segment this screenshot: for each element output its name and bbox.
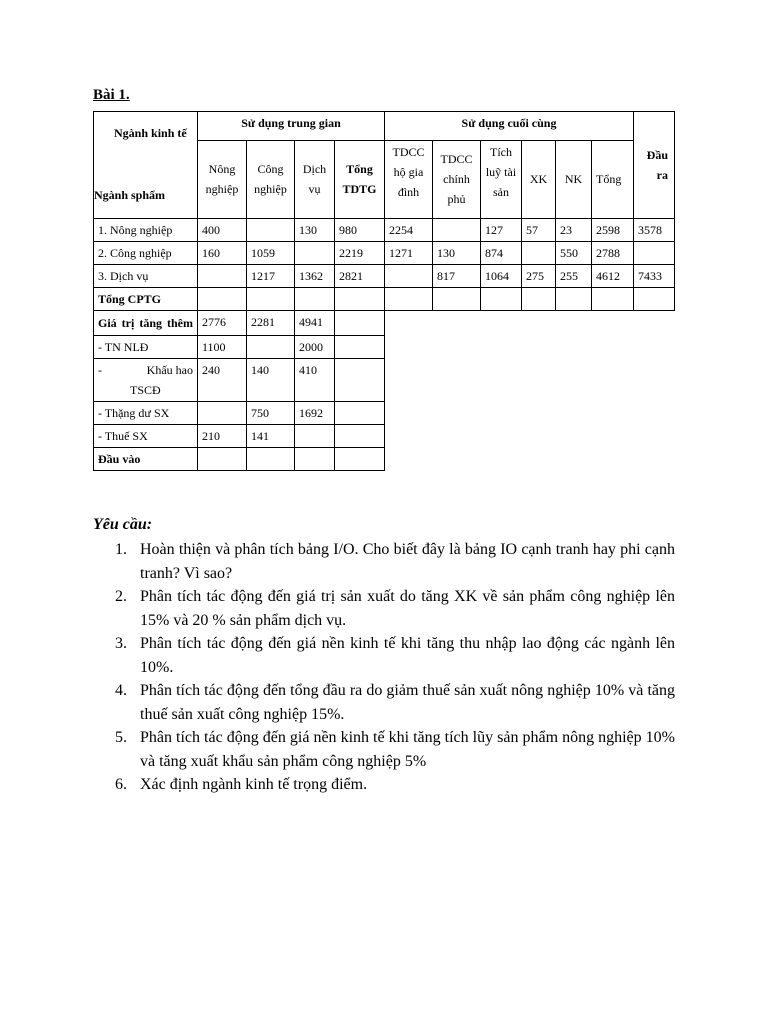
row-label: Đầu vào: [94, 448, 198, 471]
list-item: [93, 773, 675, 797]
table-cell: 2000: [295, 336, 335, 359]
table-cell: 2788: [592, 242, 634, 265]
table-cell: [335, 288, 385, 311]
table-row: [94, 311, 675, 336]
table-cell: 141: [247, 425, 295, 448]
table-cell: [335, 448, 385, 471]
table-cell: [522, 288, 556, 311]
table-row: [94, 242, 675, 265]
header-tdcc-ho: TDCC hộ gia đình: [385, 140, 433, 218]
exercise-title: Bài 1.: [93, 87, 130, 103]
list-number: 1.: [115, 541, 127, 558]
header-output: Đầu ra: [634, 112, 675, 219]
table-row: [94, 425, 675, 448]
header-cong-nghiep: Công nghiệp: [247, 140, 295, 218]
row-label: Giá trị tăng thêm: [94, 311, 198, 336]
blank-area: [385, 425, 675, 448]
table-cell: 1217: [247, 265, 295, 288]
table-cell: 750: [247, 402, 295, 425]
table-cell: [335, 336, 385, 359]
row-label: 1. Nông nghiệp: [94, 219, 198, 242]
list-number: 5.: [115, 729, 127, 746]
table-cell: 57: [522, 219, 556, 242]
table-cell: [433, 288, 481, 311]
list-text: Phân tích tác động đến giá nền kinh tế khi tăng tích lũy sản phẩm nông nghiệp 10% và tăng xuất khẩu sản phẩm công nghiệp 5%: [140, 729, 675, 770]
table-cell: [295, 425, 335, 448]
header-tong: Tổng: [592, 140, 634, 218]
table-cell: [247, 336, 295, 359]
table-cell: 980: [335, 219, 385, 242]
list-item: [93, 632, 675, 679]
table-cell: [295, 288, 335, 311]
table-row: [94, 402, 675, 425]
header-nk: NK: [556, 140, 592, 218]
table-cell: 2598: [592, 219, 634, 242]
table-cell: [295, 448, 335, 471]
header-tich-luy: Tích luỹ tài sản: [481, 140, 522, 218]
table-row: [94, 288, 675, 311]
corner-bottom-label: Ngành sphẩm: [94, 188, 166, 202]
table-cell: 255: [556, 265, 592, 288]
table-cell: 23: [556, 219, 592, 242]
table-row: [94, 359, 675, 402]
list-text: Phân tích tác động đến giá nền kinh tế khi tăng thu nhập lao động các ngành lên 10%.: [140, 635, 675, 676]
row-label: Tổng CPTG: [94, 288, 198, 311]
table-cell: 2776: [198, 311, 247, 336]
blank-area: [385, 359, 675, 402]
header-tdcc-cp: TDCC chính phủ: [433, 140, 481, 218]
list-number: 6.: [115, 776, 127, 793]
table-cell: [522, 242, 556, 265]
table-cell: [335, 402, 385, 425]
table-cell: 7433: [634, 265, 675, 288]
table-cell: 140: [247, 359, 295, 402]
header-xk: XK: [522, 140, 556, 218]
header-tong-tdtg: Tổng TDTG: [335, 140, 385, 218]
table-cell: 2219: [335, 242, 385, 265]
table-row: [94, 448, 675, 471]
table-cell: [247, 288, 295, 311]
blank-area: [385, 402, 675, 425]
table-cell: [556, 288, 592, 311]
list-item: [93, 585, 675, 632]
table-cell: 874: [481, 242, 522, 265]
table-cell: [198, 448, 247, 471]
row-label-cont: TSCĐ: [130, 383, 161, 397]
table-cell: 400: [198, 219, 247, 242]
table-row: [94, 265, 675, 288]
list-number: 2.: [115, 588, 127, 605]
table-cell: [335, 311, 385, 336]
table-cell: 2281: [247, 311, 295, 336]
list-text: Xác định ngành kinh tế trọng điểm.: [140, 776, 368, 793]
row-label-dash: -: [98, 363, 102, 377]
table-cell: 1362: [295, 265, 335, 288]
header-nong-nghiep: Nông nghiệp: [198, 140, 247, 218]
table-cell: 4941: [295, 311, 335, 336]
row-label: 3. Dịch vụ: [94, 265, 198, 288]
table-cell: [247, 219, 295, 242]
row-label: - Thặng dư SX: [94, 402, 198, 425]
table-cell: [592, 288, 634, 311]
blank-area: [385, 448, 675, 471]
table-cell: [433, 219, 481, 242]
list-number: 3.: [115, 635, 127, 652]
table-row: [94, 219, 675, 242]
row-label: - TN NLĐ: [94, 336, 198, 359]
table-cell: 1692: [295, 402, 335, 425]
table-cell: 130: [295, 219, 335, 242]
row-label: - Thuế SX: [94, 425, 198, 448]
group-header-intermediate: Sử dụng trung gian: [198, 112, 385, 141]
corner-top-label: Ngành kinh tế: [114, 126, 187, 140]
group-header-final: Sử dụng cuối cùng: [385, 112, 634, 141]
table-cell: 127: [481, 219, 522, 242]
table-cell: [247, 448, 295, 471]
blank-area: [385, 311, 675, 336]
table-cell: [295, 242, 335, 265]
table-cell: [385, 265, 433, 288]
list-text: Phân tích tác động đến tổng đầu ra do giảm thuế sản xuất nông nghiệp 10% và tăng thuế sản xuất công nghiệp 15%.: [140, 682, 675, 723]
table-cell: 160: [198, 242, 247, 265]
table-cell: 817: [433, 265, 481, 288]
table-cell: [335, 359, 385, 402]
table-cell: 210: [198, 425, 247, 448]
list-item: [93, 726, 675, 773]
list-text: Phân tích tác động đến giá trị sản xuất do tăng XK về sản phẩm công nghiệp lên 15% và 20 % sản phẩm dịch vụ.: [140, 588, 675, 629]
table-cell: 2254: [385, 219, 433, 242]
table-cell: 1271: [385, 242, 433, 265]
table-cell: [385, 288, 433, 311]
table-cell: 1059: [247, 242, 295, 265]
table-cell: 550: [556, 242, 592, 265]
table-cell: [335, 425, 385, 448]
table-cell: 3578: [634, 219, 675, 242]
table-cell: 2821: [335, 265, 385, 288]
list-item: [93, 538, 675, 585]
requirements-list: [93, 538, 675, 797]
table-cell: 1100: [198, 336, 247, 359]
io-table: [93, 111, 675, 471]
table-cell: 1064: [481, 265, 522, 288]
table-row: [94, 336, 675, 359]
row-label-text: Khấu hao: [146, 363, 193, 377]
table-cell: [198, 265, 247, 288]
table-cell: 275: [522, 265, 556, 288]
list-text: Hoàn thiện và phân tích bảng I/O. Cho biết đây là bảng IO cạnh tranh hay phi cạnh tranh? Vì sao?: [140, 541, 675, 582]
header-dich-vu: Dịch vụ: [295, 140, 335, 218]
table-cell: [634, 288, 675, 311]
row-label: 2. Công nghiệp: [94, 242, 198, 265]
blank-area: [385, 336, 675, 359]
table-cell: 410: [295, 359, 335, 402]
list-number: 4.: [115, 682, 127, 699]
corner-cell: [94, 112, 198, 219]
table-cell: 4612: [592, 265, 634, 288]
list-item: [93, 679, 675, 726]
requirements-heading: Yêu cầu:: [93, 516, 153, 533]
table-cell: 130: [433, 242, 481, 265]
table-cell: [634, 242, 675, 265]
row-label: [94, 359, 198, 402]
table-cell: [481, 288, 522, 311]
table-cell: [198, 402, 247, 425]
table-cell: 240: [198, 359, 247, 402]
table-cell: [198, 288, 247, 311]
